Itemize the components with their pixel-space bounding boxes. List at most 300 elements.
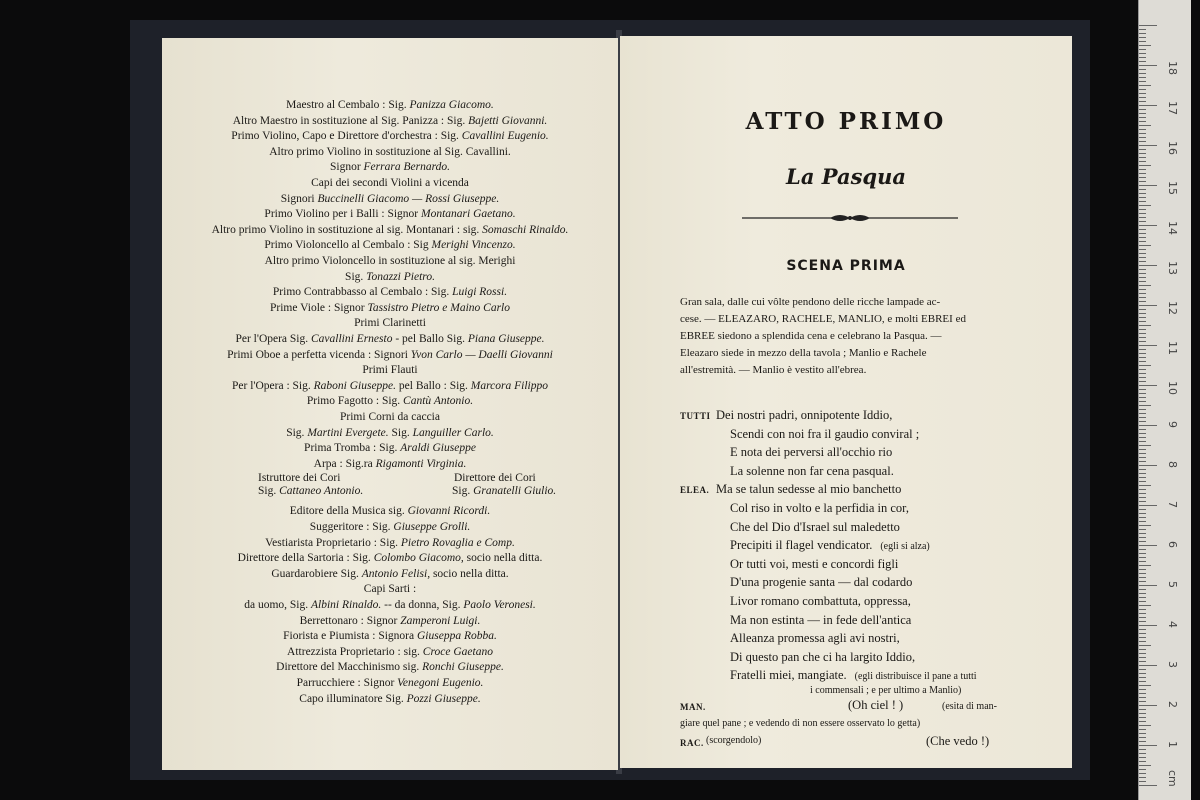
ruler-tick (1139, 417, 1146, 418)
ruler-tick (1139, 357, 1146, 358)
credit-name: Buccinelli Giacomo — Rossi Giuseppe. (317, 192, 500, 205)
ruler-tick (1139, 141, 1146, 142)
ruler-tick (1139, 509, 1146, 510)
ruler-tick (1139, 657, 1146, 658)
verse-line (730, 557, 898, 572)
credit-name: Araldi Giuseppe (400, 442, 476, 455)
verse-text: Precipiti il flagel vendicator. (730, 538, 873, 553)
credit-name: Granatelli Giulio. (473, 485, 557, 498)
credit-role: Berrettonaro : Signor (299, 614, 401, 627)
ruler-number: 16 (1166, 141, 1179, 155)
ruler-tick (1139, 577, 1146, 578)
ruler-tick (1139, 705, 1157, 706)
ruler-tick (1139, 145, 1157, 146)
credit-line (162, 394, 618, 408)
verse-line (730, 501, 909, 516)
ruler-tick (1139, 353, 1146, 354)
ruler-tick (1139, 309, 1146, 310)
credit-role: Capi dei secondi Violini a vicenda (311, 177, 469, 189)
ruler-tick (1139, 465, 1157, 466)
credit-line (162, 629, 618, 643)
credit-name: Marcora Filippo (470, 379, 548, 392)
ruler-tick (1139, 645, 1151, 646)
ruler-tick (1139, 321, 1146, 322)
ruler-tick (1139, 593, 1146, 594)
credit-role: Sig. (388, 426, 413, 439)
scene-title: SCENA PRIMA (786, 258, 906, 274)
credit-name: Albini Rinaldo. (310, 599, 382, 611)
stage-note: (egli distribuisce il pane a tutti (854, 671, 977, 683)
ruler-tick (1139, 453, 1146, 454)
credit-line (162, 567, 618, 581)
ruler-tick (1139, 265, 1157, 266)
ruler-tick (1139, 225, 1157, 226)
ruler-tick (1139, 489, 1146, 490)
credit-line (162, 645, 618, 659)
stage-direction-line: cese. — ELEAZARO, RACHELE, MANLIO, e molti EBREI ed (680, 313, 966, 325)
ruler-tick (1139, 545, 1157, 546)
ruler-number: 14 (1166, 221, 1179, 235)
stage-direction-line: Gran sala, dalle cui vôlte pendono delle ricche lampade ac- (680, 296, 941, 308)
credit-role: Signor (329, 161, 364, 174)
credit-name: Pozzi Giuseppe. (406, 692, 481, 705)
credit-line (162, 551, 618, 565)
verse-line (730, 427, 919, 442)
ruler-tick (1139, 333, 1146, 334)
ruler-tick (1139, 77, 1146, 78)
ruler-tick (1139, 713, 1146, 714)
credit-name: Venegoni Eugenio. (397, 677, 484, 689)
credit-role: Arpa : Sig.ra (313, 457, 376, 470)
ruler-tick (1139, 425, 1157, 426)
stage-direction-line: Eleazaro siede in mezzo della tavola ; Manlio e Rachele (680, 347, 927, 359)
ruler-tick (1139, 721, 1146, 722)
ruler-tick (1139, 253, 1146, 254)
credit-role: Primi Flauti (362, 364, 418, 377)
ruler-tick (1139, 709, 1146, 710)
ruler-tick (1139, 397, 1146, 398)
ruler-tick (1139, 573, 1146, 574)
measuring-ruler (1138, 0, 1191, 800)
ruler-tick (1139, 129, 1146, 130)
ruler-tick (1139, 701, 1146, 702)
ruler-tick (1139, 457, 1146, 458)
ruler-tick (1139, 565, 1151, 566)
ruler-number: 10 (1166, 381, 1179, 395)
ruler-tick (1139, 341, 1146, 342)
ruler-tick (1139, 493, 1146, 494)
ruler-tick (1139, 73, 1146, 74)
credit-line (162, 520, 618, 534)
credit-line (162, 676, 618, 690)
verse-text: Livor romano combattuta, oppressa, (730, 594, 911, 608)
speaker-label: ELEA. (680, 485, 710, 496)
ruler-tick (1139, 697, 1146, 698)
ruler-tick (1139, 777, 1146, 778)
verse-text: Dei nostri padri, onnipotente Iddio, (716, 408, 893, 422)
ruler-tick (1139, 221, 1146, 222)
verse-text: D'una progenie santa — dal codardo (730, 575, 913, 590)
ruler-tick (1139, 749, 1146, 750)
credit-name: Cattaneo Antonio. (279, 485, 364, 498)
ruler-tick (1139, 629, 1146, 630)
ruler-tick (1139, 609, 1146, 610)
ruler-tick (1139, 33, 1146, 34)
verse-line (730, 631, 900, 646)
ruler-tick (1139, 533, 1146, 534)
stage-note: (esita di man- (942, 701, 997, 712)
ruler-tick (1139, 185, 1157, 186)
ruler-tick (1139, 165, 1151, 166)
ruler-unit-label: cm (1166, 770, 1179, 787)
ruler-tick (1139, 549, 1146, 550)
ruler-tick (1139, 325, 1151, 326)
credit-line (162, 238, 618, 252)
ruler-tick (1139, 717, 1146, 718)
ruler-tick (1139, 189, 1146, 190)
ruler-tick (1139, 97, 1146, 98)
credit-role: -- da donna, Sig. (381, 599, 464, 611)
credit-role: Altro Maestro in sostituzione al Sig. Panizza : Sig. (232, 114, 469, 127)
credit-line (162, 176, 618, 190)
ruler-number: 4 (1166, 621, 1179, 628)
ruler-number: 8 (1166, 461, 1179, 468)
ruler-tick (1139, 101, 1146, 102)
ruler-tick (1139, 301, 1146, 302)
credit-role: Capi Sarti : (363, 583, 417, 596)
credit-name: Giovanni Ricordi. (407, 505, 491, 518)
credit-line (162, 582, 618, 596)
ruler-tick (1139, 245, 1151, 246)
ruler-tick (1139, 393, 1146, 394)
credit-line (162, 192, 618, 206)
credit-line (452, 485, 556, 497)
ruler-tick (1139, 281, 1146, 282)
speaker-label: TUTTI (680, 411, 711, 421)
ruler-tick (1139, 109, 1146, 110)
ruler-tick (1139, 285, 1151, 286)
ruler-tick (1139, 661, 1146, 662)
ruler-tick (1139, 557, 1146, 558)
credit-name: Merighi Vincenzo. (431, 239, 516, 252)
stage-note: (scorgendolo) (706, 735, 762, 746)
act-subtitle: La Pasqua (786, 164, 906, 189)
credit-role: pel Ballo Sig. (402, 333, 468, 345)
verse-text: La solenne non far cena pasqual. (730, 463, 894, 478)
ruler-tick (1139, 517, 1146, 518)
credit-role: Altro primo Violoncello in sostituzione al sig. Merighi (264, 255, 516, 267)
ruler-tick (1139, 361, 1146, 362)
ruler-tick (1139, 217, 1146, 218)
credit-role: Sig. (452, 485, 474, 498)
credit-line (162, 332, 618, 346)
credit-line (162, 410, 618, 424)
ruler-tick (1139, 421, 1146, 422)
ruler-tick (1139, 581, 1146, 582)
credit-role: Prime Viole : Signor (270, 301, 368, 314)
verse-line (730, 445, 892, 460)
right-page (620, 36, 1072, 768)
ruler-tick (1139, 673, 1146, 674)
verse-line (716, 408, 892, 423)
ruler-tick (1139, 461, 1146, 462)
ruler-tick (1139, 45, 1151, 46)
credit-role: Suggeritore : Sig. (309, 521, 394, 533)
ruler-tick (1139, 53, 1146, 54)
ruler-number: 11 (1166, 341, 1179, 355)
credit-role: Signori (280, 192, 318, 205)
credit-line (162, 207, 618, 221)
ruler-tick (1139, 373, 1146, 374)
credit-name: Croce Gaetano (422, 645, 493, 658)
ruler-tick (1139, 437, 1146, 438)
ruler-tick (1139, 89, 1146, 90)
credit-line (162, 98, 618, 112)
ruler-tick (1139, 765, 1151, 766)
credit-name: Piana Giuseppe. (467, 333, 545, 345)
verse-line (730, 575, 912, 590)
ruler-number: 2 (1166, 701, 1179, 708)
credit-name: Giuseppe Grolli. (393, 521, 471, 533)
ruler-tick (1139, 585, 1157, 586)
credit-name: Pietro Rovaglia e Comp. (400, 536, 515, 549)
ruler-tick (1139, 125, 1151, 126)
credit-role: Vestiarista Proprietario : Sig. (265, 536, 401, 549)
ruler-tick (1139, 513, 1146, 514)
stage-note: i commensali ; e per ultimo a Manlio) (810, 685, 962, 696)
ruler-tick (1139, 81, 1146, 82)
ruler-tick (1139, 541, 1146, 542)
ruler-tick (1139, 29, 1146, 30)
ruler-tick (1139, 173, 1146, 174)
ruler-tick (1139, 25, 1157, 26)
ruler-tick (1139, 785, 1157, 786)
ruler-tick (1139, 389, 1146, 390)
verse-line (730, 668, 977, 683)
ruler-tick (1139, 613, 1146, 614)
ruler-tick (1139, 41, 1146, 42)
ruler-tick (1139, 597, 1146, 598)
credit-name: Paolo Veronesi. (463, 599, 536, 611)
credit-role: Istruttore dei Cori (258, 472, 341, 485)
ruler-tick (1139, 197, 1146, 198)
credit-role: Per l'Opera : Sig. (232, 379, 314, 392)
credit-line (162, 660, 618, 674)
credit-name: Rigamonti Virginia. (375, 457, 467, 470)
ruler-tick (1139, 433, 1146, 434)
verse-text: Fratelli miei, mangiate. (730, 668, 847, 683)
credit-name: Martini Evergete. (307, 426, 389, 439)
ruler-tick (1139, 569, 1146, 570)
ruler-tick (1139, 637, 1146, 638)
credit-role: Fiorista e Piumista : Signora (283, 630, 417, 643)
ruler-tick (1139, 505, 1157, 506)
credit-name: Luigi Rossi. (452, 286, 508, 299)
ruler-tick (1139, 345, 1157, 346)
credit-name: Raboni Giuseppe. (313, 379, 397, 392)
credit-name: Ferrara Bernardo. (363, 161, 450, 174)
credit-line (162, 114, 618, 128)
ruler-tick (1139, 497, 1146, 498)
credit-line (162, 504, 618, 518)
ruler-tick (1139, 137, 1146, 138)
ruler-tick (1139, 537, 1146, 538)
ruler-tick (1139, 241, 1146, 242)
credit-name: Tassistro Pietro e Maino Carlo (367, 301, 510, 314)
ruler-tick (1139, 269, 1146, 270)
credit-role: Altro primo Violino in sostituzione al Sig. Cavallini. (269, 145, 511, 158)
credit-line (162, 441, 618, 455)
ruler-tick (1139, 313, 1146, 314)
speaker-label: MAN. (680, 702, 706, 712)
credit-line (162, 145, 618, 159)
credit-line (162, 348, 618, 362)
ruler-tick (1139, 561, 1146, 562)
ruler-tick (1139, 49, 1146, 50)
ruler-tick (1139, 469, 1146, 470)
verse-line (730, 538, 930, 553)
credit-name: Antonio Felisi, (361, 567, 431, 580)
credit-role: pel Ballo : Sig. (396, 379, 471, 392)
ruler-tick (1139, 205, 1151, 206)
ruler-tick (1139, 193, 1146, 194)
credit-name: Colombo Giacomo, (373, 552, 464, 565)
ruler-tick (1139, 621, 1146, 622)
credit-line (162, 457, 618, 471)
ruler-tick (1139, 365, 1151, 366)
ruler-tick (1139, 169, 1146, 170)
credit-line (162, 614, 618, 628)
ruler-tick (1139, 761, 1146, 762)
ruler-tick (1139, 153, 1146, 154)
verse-text: Or tutti voi, mesti e concordi figli (730, 556, 899, 571)
credit-name: Bajetti Giovanni. (468, 114, 548, 127)
credit-line (162, 426, 618, 440)
credit-role: Direttore dei Cori (454, 472, 536, 485)
credit-role: Editore della Musica sig. (289, 505, 408, 518)
credit-role: Direttore del Macchinismo sig. (276, 661, 423, 674)
ruler-tick (1139, 501, 1146, 502)
verse-text: Di questo pan che ci ha largito Iddio, (730, 649, 916, 664)
ruler-tick (1139, 113, 1146, 114)
ruler-tick (1139, 237, 1146, 238)
ruler-number: 18 (1166, 61, 1179, 75)
ruler-tick (1139, 441, 1146, 442)
ruler-tick (1139, 449, 1146, 450)
credit-role: Primo Contrabbasso al Cembalo : Sig. (272, 286, 453, 299)
ruler-tick (1139, 385, 1157, 386)
ruler-tick (1139, 625, 1157, 626)
ruler-tick (1139, 133, 1146, 134)
credit-name: Tonazzi Pietro. (366, 270, 435, 283)
credit-line (162, 598, 618, 612)
ruler-tick (1139, 329, 1146, 330)
credit-line (162, 692, 618, 706)
ruler-tick (1139, 105, 1157, 106)
credit-role: Sig. (345, 270, 367, 283)
ruler-tick (1139, 61, 1146, 62)
ruler-tick (1139, 381, 1146, 382)
ruler-tick (1139, 525, 1151, 526)
ruler-tick (1139, 773, 1146, 774)
ruler-tick (1139, 257, 1146, 258)
ruler-tick (1139, 757, 1146, 758)
ruler-tick (1139, 369, 1146, 370)
verse-line (716, 482, 901, 497)
ruler-tick (1139, 521, 1146, 522)
ruler-tick (1139, 769, 1146, 770)
ruler-number: 13 (1166, 261, 1179, 275)
credit-role: Sig. (286, 426, 308, 439)
ruler-tick (1139, 209, 1146, 210)
stage-direction-line: EBREE siedono a splendida cena e celebrano la Pasqua. — (680, 330, 942, 342)
ruler-number: 3 (1166, 661, 1179, 668)
credit-line (454, 472, 536, 484)
verse-line: (Oh ciel ! ) (848, 698, 904, 712)
ruler-tick (1139, 753, 1146, 754)
ruler-tick (1139, 405, 1151, 406)
ruler-tick (1139, 601, 1146, 602)
verse-text: Alleanza promessa agli avi nostri, (730, 631, 900, 646)
ruler-tick (1139, 677, 1146, 678)
ruler-tick (1139, 725, 1151, 726)
ruler-tick (1139, 57, 1146, 58)
ruler-tick (1139, 589, 1146, 590)
credit-role: Per l'Opera Sig. (235, 333, 311, 345)
ruler-tick (1139, 377, 1146, 378)
ruler-tick (1139, 249, 1146, 250)
ruler-tick (1139, 633, 1146, 634)
credit-name: Cantù Antonio. (403, 395, 474, 408)
credit-line (162, 285, 618, 299)
ruler-tick (1139, 617, 1146, 618)
verse-text: Scendi con noi fra il gaudio conviral ; (730, 426, 920, 441)
ruler-tick (1139, 605, 1151, 606)
credit-line (162, 316, 618, 330)
ruler-tick (1139, 669, 1146, 670)
credit-name: Zamperoni Luigi. (400, 614, 481, 627)
ruler-tick (1139, 553, 1146, 554)
ruler-tick (1139, 429, 1146, 430)
verse-text: Che del Dio d'Israel sul maledetto (730, 519, 900, 534)
credit-role: socio nella ditta. (463, 552, 543, 565)
ruler-tick (1139, 117, 1146, 118)
ruler-number: 6 (1166, 541, 1179, 548)
ruler-tick (1139, 477, 1146, 478)
ruler-tick (1139, 693, 1146, 694)
ruler-number: 17 (1166, 101, 1179, 115)
credit-line (162, 129, 618, 143)
stage-direction-line: all'estremità. — Manlio è vestito all'ebrea. (680, 364, 867, 376)
ruler-tick (1139, 293, 1146, 294)
ruler-tick (1139, 161, 1146, 162)
ruler-number: 1 (1166, 741, 1179, 748)
credit-role: Guardarobiere Sig. (271, 567, 362, 580)
verse-line (730, 594, 911, 609)
ornament-rule-icon (742, 212, 958, 224)
verse-text: Ma se talun sedesse al mio banchetto (716, 482, 902, 497)
credit-name: Somaschi Rinaldo. (482, 223, 569, 236)
ruler-number: 9 (1166, 421, 1179, 428)
ruler-tick (1139, 445, 1151, 446)
ruler-tick (1139, 201, 1146, 202)
ruler-tick (1139, 233, 1146, 234)
ruler-tick (1139, 409, 1146, 410)
ruler-number: 5 (1166, 581, 1179, 588)
left-page (162, 38, 618, 770)
ruler-tick (1139, 729, 1146, 730)
ruler-tick (1139, 181, 1146, 182)
